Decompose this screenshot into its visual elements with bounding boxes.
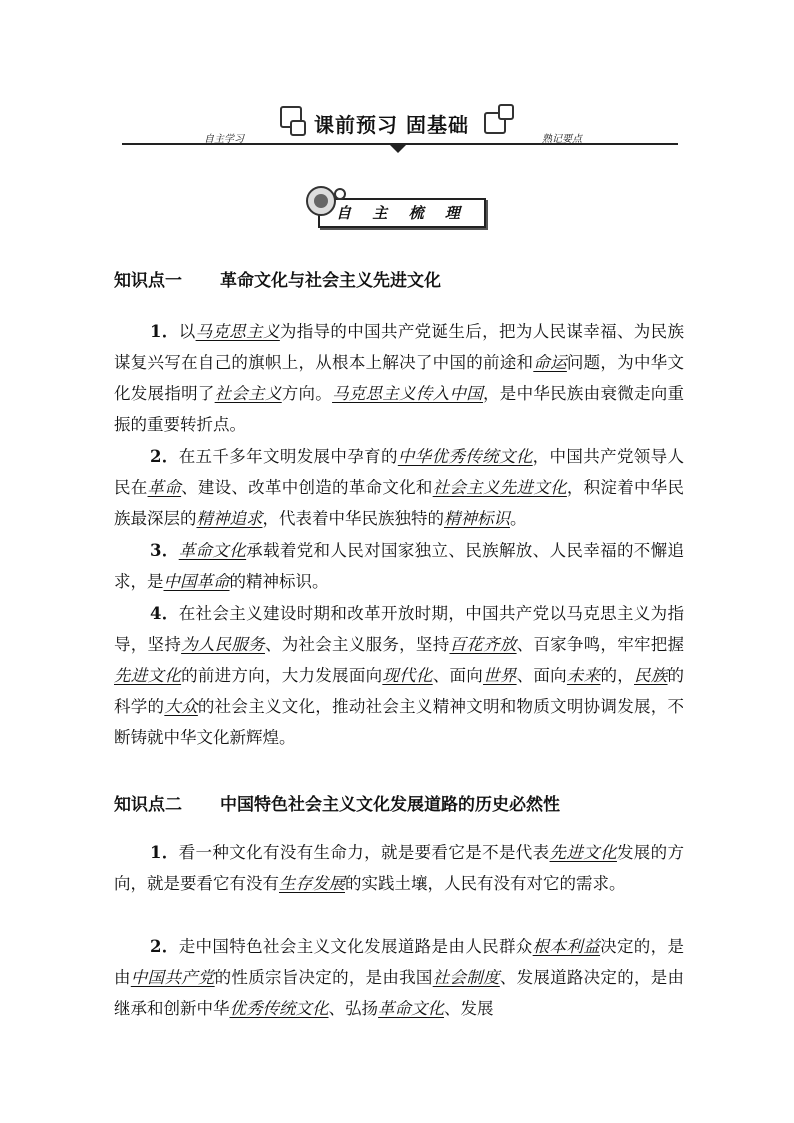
paragraph-text: 的科学的	[114, 666, 685, 716]
banner-arrow-icon	[390, 145, 406, 153]
item-number: 1．	[150, 843, 179, 862]
key-term: 社会主义	[214, 384, 282, 403]
paragraph-text: 在五千多年文明发展中孕育的	[178, 447, 398, 466]
paragraph-text: 、建设、改革中创造的革命文化和	[181, 478, 433, 497]
section-label: 知识点二	[114, 795, 182, 815]
paragraph-text: ，中国共产党领导人民在	[114, 447, 685, 497]
paragraph-text: 、弘扬	[328, 999, 378, 1018]
paragraph-text: 、面向	[516, 666, 567, 685]
deco-square-icon	[290, 120, 306, 136]
paragraph-text: 方向。	[281, 384, 333, 403]
paragraph-text: 的性质宗旨决定的，是由我国	[214, 968, 433, 987]
key-term: 命运	[533, 353, 567, 372]
paragraph-text: 、发展	[444, 999, 494, 1018]
paragraph-text: 的社会主义文化，推动社会主义精神文明和物质文明协调发展，不断铸就中华文化新辉煌。	[114, 697, 685, 747]
banner-right-label: 熟记要点	[542, 134, 582, 145]
item-number: 1．	[150, 322, 179, 341]
paragraph-text: 的实践土壤，人民有没有对它的需求。	[345, 874, 626, 893]
key-term: 民族	[634, 666, 668, 685]
key-term: 先进文化	[549, 843, 617, 862]
key-term: 革命文化	[178, 541, 247, 560]
paragraph-text: 决定的，是由	[114, 937, 685, 987]
sub-banner-title: 自 主 梳 理	[336, 204, 468, 222]
paragraph	[114, 931, 684, 1024]
key-term: 生存发展	[279, 874, 345, 893]
key-term: 社会制度	[432, 968, 500, 987]
key-term: 中国共产党	[130, 968, 215, 987]
paragraph-text: 在社会主义建设时期和改革开放时期，中国共产党以马克思主义为指导，坚持	[114, 604, 685, 654]
paragraph-text: 承载着党和人民对国家独立、民族解放、人民幸福的不懈追求，是	[114, 541, 685, 591]
key-term: 根本利益	[532, 937, 601, 956]
key-term: 优秀传统文化	[229, 999, 329, 1018]
paragraph	[114, 316, 684, 440]
paragraph-text: ，积淀着中华民族最深层的	[114, 478, 685, 528]
section-heading	[114, 790, 560, 815]
paragraph-text: 的前进方向，大力发展面向	[181, 666, 383, 685]
paragraph-text: 。	[510, 509, 527, 528]
paragraph-text: ，是中华民族由衰微走向重振的重要转折点。	[114, 384, 685, 434]
key-term: 百花齐放	[449, 635, 517, 654]
item-number: 2．	[150, 447, 179, 466]
paragraph	[114, 837, 684, 899]
item-number: 4．	[150, 604, 179, 623]
paragraph	[114, 598, 684, 753]
section-name: 中国特色社会主义文化发展道路的历史必然性	[220, 795, 560, 815]
circle-deco-icon	[306, 186, 336, 216]
key-term: 马克思主义传入中国	[332, 384, 484, 403]
paragraph-text: 走中国特色社会主义文化发展道路是由人民群众	[178, 937, 533, 956]
section-banner	[122, 100, 678, 160]
key-term: 中国革命	[163, 572, 230, 591]
key-term: 精神标识	[444, 509, 510, 528]
banner-left-label: 自主学习	[204, 134, 244, 145]
key-term: 革命	[147, 478, 182, 497]
key-term: 精神追求	[196, 509, 263, 528]
paragraph-text: 的，	[600, 666, 634, 685]
paragraph-text: 问题，为中华文化发展指明了	[114, 353, 685, 403]
paragraph-text: ，代表着中华民族独特的	[262, 509, 444, 528]
paragraph-text: 、为社会主义服务，坚持	[264, 635, 450, 654]
paragraph	[114, 441, 684, 534]
key-term: 世界	[483, 666, 517, 685]
key-term: 中华优秀传统文化	[397, 447, 533, 466]
paragraph-text: 的精神标识。	[229, 572, 329, 591]
section-label: 知识点一	[114, 271, 182, 291]
sub-banner	[306, 186, 486, 230]
key-term: 先进文化	[114, 666, 182, 685]
deco-square-icon	[498, 104, 514, 120]
banner-title: 课前预习 固基础	[314, 113, 469, 137]
section-name: 革命文化与社会主义先进文化	[220, 271, 441, 291]
key-term: 大众	[164, 697, 198, 716]
paragraph	[114, 535, 684, 597]
small-circle-icon	[334, 188, 346, 200]
key-term: 马克思主义	[195, 322, 280, 341]
key-term: 现代化	[382, 666, 433, 685]
sub-banner-box	[318, 198, 486, 228]
paragraph-text: 、百家争鸣，牢牢把握	[516, 635, 685, 654]
paragraph-text: 以	[178, 322, 196, 341]
key-term: 未来	[566, 666, 601, 685]
paragraph-text: 为指导的中国共产党诞生后，把为人民谋幸福、为民族谋复兴写在自己的旗帜上，从根本上解决了中国的前途和	[114, 322, 685, 372]
key-term: 为人民服务	[181, 635, 265, 654]
key-term: 革命文化	[378, 999, 444, 1018]
paragraph-text: 、面向	[432, 666, 484, 685]
item-number: 3．	[150, 541, 179, 560]
paragraph-text: 、发展道路决定的，是由继承和创新中华	[114, 968, 685, 1018]
section-heading	[114, 266, 441, 291]
key-term: 社会主义先进文化	[432, 478, 567, 497]
paragraph-text: 发展的方向，就是要看它有没有	[114, 843, 685, 893]
item-number: 2．	[150, 937, 179, 956]
paragraph-text: 看一种文化有没有生命力，就是要看它是不是代表	[178, 843, 550, 862]
